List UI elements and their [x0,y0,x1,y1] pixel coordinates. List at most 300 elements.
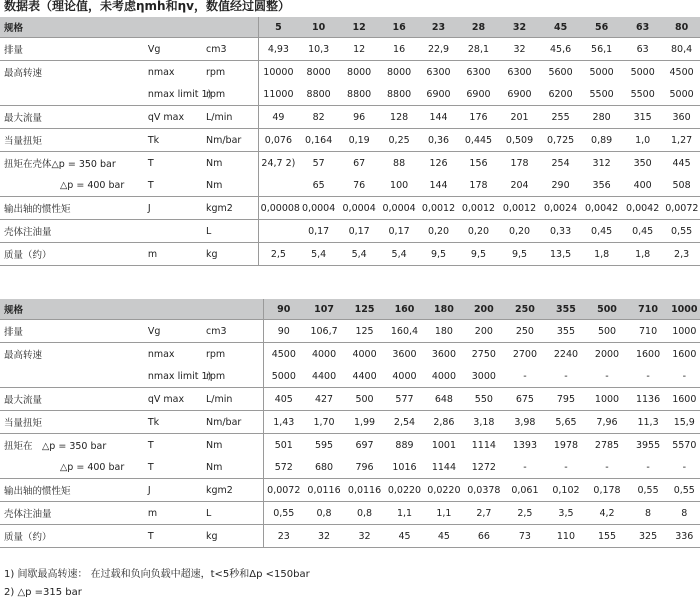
row-label: 壳体注油量 [0,502,146,525]
row-unit: cm3 [202,38,258,61]
cell-value: 8000 [387,66,412,78]
row-unit: cm3 [202,320,264,343]
cell-value: 0,725 [540,129,581,152]
cell-value: 0,0072 [264,479,304,502]
cell-value: 82 [298,106,339,129]
cell-value: 80,4 [663,38,700,61]
row-symbol: nmax limit 1) [146,365,202,388]
row-symbol: J [146,197,202,220]
cell-value: 796 [345,456,385,479]
table-row [0,152,700,175]
cell-value: 5000 [264,365,304,388]
cell-value: 250 [504,320,545,343]
table-row [0,320,700,343]
cell-value: 96 [339,106,379,129]
cell-value: 0,89 [581,129,622,152]
cell-value: 160,4 [385,320,425,343]
cell-value: 6200 [540,83,581,106]
cell-value: 1114 [471,439,496,451]
cell-value: 10,3 [298,38,339,61]
cell-value: 9,5 [458,243,499,266]
cell-value: 400 [622,174,663,197]
cell-value: 4000 [385,365,425,388]
cell-value: 23 [264,525,304,548]
cell-value: 5,4 [379,243,419,266]
cell-value: 4400 [304,365,345,388]
size-header: 45 [540,17,581,38]
table-header-row [0,17,700,38]
cell-value: 178 [510,157,529,169]
cell-value: - [504,456,545,479]
row-symbol: Vg [146,38,202,61]
row-unit: L [202,502,264,525]
cell-value: 5000 [630,66,655,78]
cell-value: 5,4 [298,243,339,266]
cell-value: 312 [592,157,611,169]
cell-value: 11,3 [628,411,669,434]
size-header: 16 [379,17,419,38]
cell-value: 11000 [258,83,298,106]
row-symbol: Tk [146,411,202,434]
cell-value: 0,0116 [345,479,385,502]
cell-value: 572 [264,456,304,479]
cell-value: 1,1 [385,502,425,525]
table-row [0,129,700,152]
cell-value: 5600 [548,66,573,78]
cell-value: - [628,365,669,388]
cell-value: 8000 [306,66,331,78]
cell-value: 1978 [553,439,579,451]
cell-value: 501 [274,439,293,451]
size-header: 28 [458,17,499,38]
cell-value: 1000 [669,320,700,343]
cell-value: 73 [504,525,545,548]
cell-value: 500 [586,320,627,343]
row-unit: kgm2 [202,197,258,220]
cell-value: 1600 [672,348,697,360]
cell-value: 9,5 [419,243,458,266]
row-unit: kg [202,243,258,266]
cell-value: 0,0220 [385,479,425,502]
row-symbol [146,220,202,243]
table-row [0,434,700,457]
cell-value: 2750 [471,348,496,360]
table-row [0,38,700,61]
cell-value: 2,3 [663,243,700,266]
cell-value: 0,0116 [304,479,345,502]
cell-value: 1001 [431,439,456,451]
cell-value: 4000 [352,348,377,360]
cell-value: - [669,365,700,388]
cell-value: 2700 [512,348,537,360]
cell-value: - [545,365,586,388]
cell-value: 6300 [507,66,532,78]
cell-value: 10000 [263,66,294,78]
cell-value: 2,5 [504,502,545,525]
size-header: 10 [298,17,339,38]
cell-value: 200 [463,320,504,343]
cell-value: 0,45 [622,220,663,243]
cell-value: 595 [314,439,334,451]
cell-value: 0,17 [298,220,339,243]
row-label: 当量扭矩 [0,411,146,434]
row-symbol: nmax [147,66,175,78]
size-header: 355 [545,299,586,320]
cell-value: 550 [463,388,504,411]
cell-value: 675 [504,388,545,411]
cell-value: 45 [385,525,425,548]
row-symbol: J [146,479,202,502]
cell-value: 3,18 [463,411,504,434]
cell-value: 0,0012 [458,197,499,220]
cell-value: 22,9 [419,38,458,61]
cell-value: 13,5 [540,243,581,266]
table-header-row [0,299,700,320]
cell-value: 1272 [463,456,504,479]
cell-value: 76 [339,174,379,197]
cell-value: 0,0004 [379,197,419,220]
size-header: 1000 [669,299,700,320]
row-unit: Nm [202,456,264,479]
row-label: 质量（约） [0,525,146,548]
cell-value: 4000 [311,348,337,360]
table-row [0,525,700,548]
cell-value: 3600 [431,348,456,360]
spec-table-large-sizes [0,299,700,548]
row-label: 输出轴的惯性矩 [0,197,146,220]
table-row [0,106,700,129]
cell-value: 144 [419,106,458,129]
row-label [0,365,146,388]
cell-value: 0,445 [458,129,499,152]
cell-value: 56,1 [581,38,622,61]
cell-value: 0,55 [669,479,700,502]
cell-value: - [586,456,627,479]
cell-value: 67 [353,157,366,169]
cell-value: 3,98 [504,411,545,434]
row-label: 输出轴的惯性矩 [0,479,146,502]
cell-value: 1,1 [424,502,463,525]
cell-value: 8800 [379,83,419,106]
cell-value: 0,076 [258,129,298,152]
cell-value: 0,178 [586,479,627,502]
cell-value: 45,6 [540,38,581,61]
cell-value: 0,0378 [463,479,504,502]
table-row [0,61,700,84]
cell-value: 100 [379,174,419,197]
cell-value: 8800 [298,83,339,106]
cell-value: 144 [419,174,458,197]
cell-value: 0,0072 [663,197,700,220]
row-symbol: T [146,456,202,479]
size-header: 500 [586,299,627,320]
cell-value: 1016 [385,456,425,479]
cell-value: 350 [633,157,652,169]
size-header: 56 [581,17,622,38]
cell-value: 1600 [635,348,661,360]
cell-value: 0,0042 [622,197,663,220]
row-label: 壳体注油量 [0,220,146,243]
cell-value: 1,99 [345,411,385,434]
row-label: 排量 [0,38,146,61]
cell-value: 1144 [424,456,463,479]
size-header: 80 [663,17,700,38]
cell-value: 65 [298,174,339,197]
cell-value: 0,55 [628,479,669,502]
cell-value: 2000 [594,348,620,360]
cell-value: 5500 [581,83,622,106]
row-unit: Nm/bar [202,411,264,434]
cell-value: 0,25 [379,129,419,152]
cell-value: 90 [264,320,304,343]
cell-value: 57 [312,157,325,169]
cell-value: 1000 [586,388,627,411]
row-label: 最高转速 [4,350,43,361]
cell-value: 0,55 [663,220,700,243]
table-row [0,83,700,106]
cell-value: 795 [545,388,586,411]
cell-value: 290 [540,174,581,197]
datasheet-title: 数据表（理论值，未考虑ηmh和ηv，数值经过圆整） [4,0,290,13]
cell-value: 0,8 [304,502,345,525]
size-header: 160 [385,299,425,320]
table-row [0,388,700,411]
size-header: 32 [499,17,540,38]
cell-value: 0,20 [499,220,540,243]
table-row [0,243,700,266]
cell-value: 6300 [466,66,491,78]
cell-value: 24,7 2) [261,157,296,169]
cell-value: 4500 [669,66,694,78]
cell-value: 1,27 [663,129,700,152]
cell-value: 2,54 [385,411,425,434]
cell-value: 8000 [347,66,372,78]
cell-value: 0,36 [419,129,458,152]
footnote-1: 1) 间歇最高转速： 在过载和负向负载中超速，t<5秒和Δp <150bar [4,569,310,580]
cell-value: 5570 [672,439,697,451]
cell-value: 0,00008 [258,197,298,220]
cell-value: 4000 [424,365,463,388]
cell-value: 500 [345,388,385,411]
row-unit: L/min [202,106,258,129]
cell-value: 0,17 [379,220,419,243]
row-symbol: nmax [147,348,175,360]
table-row [0,220,700,243]
cell-value: 0,0220 [424,479,463,502]
cell-value: 1600 [669,388,700,411]
cell-value: 4400 [345,365,385,388]
cell-value: 0,20 [458,220,499,243]
cell-value: 2,7 [463,502,504,525]
cell-value: 12 [339,38,379,61]
row-unit: Nm/bar [202,129,258,152]
row-symbol: nmax limit 1) [146,83,202,106]
cell-value: - [545,456,586,479]
row-label: 最高转速 [4,68,43,79]
table-row [0,502,700,525]
row-label: 最大流量 [0,388,146,411]
row-unit: kgm2 [202,479,264,502]
size-header: 90 [264,299,304,320]
table-row [0,174,700,197]
cell-value: 0,19 [339,129,379,152]
cell-value: 32 [345,525,385,548]
cell-value: 3,5 [545,502,586,525]
size-header: 250 [504,299,545,320]
cell-value: 106,7 [304,320,345,343]
cell-value: 110 [545,525,586,548]
row-symbol: T [147,439,154,451]
cell-value: 4500 [271,348,296,360]
cell-value: 6300 [426,66,451,78]
table-row [0,456,700,479]
cell-value: 125 [345,320,385,343]
table-row [0,343,700,366]
cell-value: 0,102 [545,479,586,502]
row-unit: Nm [202,434,264,457]
cell-value: 1,43 [264,411,304,434]
cell-value: 156 [469,157,488,169]
cell-value: 0,0012 [419,197,458,220]
cell-value: 2,86 [424,411,463,434]
row-label: 扭矩在壳体△p = 350 bar [4,159,116,170]
cell-value: 49 [258,106,298,129]
cell-value: 5500 [622,83,663,106]
cell-value: 648 [424,388,463,411]
row-symbol: qV max [146,106,202,129]
cell-value [258,174,298,197]
row-symbol: m [146,502,202,525]
cell-value: 28,1 [458,38,499,61]
row-label: 当量扭矩 [0,129,146,152]
cell-value: 128 [379,106,419,129]
cell-value: 0,061 [504,479,545,502]
cell-value: 63 [622,38,663,61]
row-label: 质量（约） [0,243,146,266]
cell-value: 0,0004 [339,197,379,220]
cell-value: 360 [663,106,700,129]
size-header: 200 [463,299,504,320]
cell-value: 445 [672,157,691,169]
cell-value: - [628,456,669,479]
cell-value: 315 [622,106,663,129]
cell-value: 201 [499,106,540,129]
cell-value: 8800 [339,83,379,106]
cell-value: 8 [669,502,700,525]
cell-value: 0,0024 [540,197,581,220]
cell-value: 405 [264,388,304,411]
header-label: 规格 [0,299,264,320]
cell-value: 2,5 [258,243,298,266]
cell-value: 280 [581,106,622,129]
cell-value: 0,164 [298,129,339,152]
cell-value: 1,8 [622,243,663,266]
cell-value: 4,2 [586,502,627,525]
cell-value: 176 [458,106,499,129]
row-unit: L [202,220,258,243]
cell-value: 0,0012 [499,197,540,220]
cell-value: 2240 [553,348,579,360]
row-symbol: qV max [146,388,202,411]
cell-value: 66 [463,525,504,548]
row-symbol: m [146,243,202,266]
cell-value: 178 [458,174,499,197]
cell-value: 3600 [392,348,417,360]
cell-value: 3000 [463,365,504,388]
cell-value: 4,93 [258,38,298,61]
row-unit: Nm [202,152,258,175]
cell-value: 16 [379,38,419,61]
cell-value: 5000 [589,66,614,78]
cell-value: 6900 [458,83,499,106]
row-symbol: Vg [146,320,202,343]
cell-value: 254 [551,157,570,169]
row-symbol: T [147,157,154,169]
row-label [0,83,146,106]
row-label: 最大流量 [0,106,146,129]
cell-value: 697 [355,439,374,451]
row-label: △p = 400 bar [0,174,146,197]
cell-value: 204 [499,174,540,197]
cell-value: 3955 [635,439,661,451]
cell-value: 889 [395,439,414,451]
cell-value: 577 [385,388,425,411]
cell-value: 710 [628,320,669,343]
row-unit: rpm [202,365,264,388]
header-label: 规格 [0,17,258,38]
size-header: 63 [622,17,663,38]
cell-value: 5,65 [545,411,586,434]
cell-value: 1,0 [622,129,663,152]
size-header: 107 [304,299,345,320]
table-row [0,365,700,388]
cell-value: 1393 [512,439,537,451]
cell-value: 15,9 [669,411,700,434]
row-label: 扭矩在 △p = 350 bar [4,441,107,452]
size-header: 12 [339,17,379,38]
cell-value: 126 [429,157,448,169]
cell-value: 1136 [628,388,669,411]
row-label: △p = 400 bar [0,456,146,479]
cell-value: 88 [393,157,406,169]
cell-value: 0,17 [339,220,379,243]
cell-value: - [669,456,700,479]
table-row [0,411,700,434]
cell-value: - [586,365,627,388]
cell-value: 7,96 [586,411,627,434]
spec-table-small-sizes [0,17,700,266]
size-header: 125 [345,299,385,320]
cell-value: 680 [304,456,345,479]
row-unit: Nm [202,174,258,197]
cell-value: 8 [628,502,669,525]
cell-value: 0,8 [345,502,385,525]
size-header: 23 [419,17,458,38]
cell-value: 355 [545,320,586,343]
cell-value: 508 [663,174,700,197]
cell-value: 6900 [419,83,458,106]
size-header: 710 [628,299,669,320]
cell-value: 427 [304,388,345,411]
cell-value: 45 [424,525,463,548]
cell-value: 6900 [499,83,540,106]
cell-value: 0,20 [419,220,458,243]
cell-value: 2785 [594,439,620,451]
row-unit: rpm [202,83,258,106]
row-label: 排量 [0,320,146,343]
cell-value: 255 [540,106,581,129]
cell-value: 336 [669,525,700,548]
